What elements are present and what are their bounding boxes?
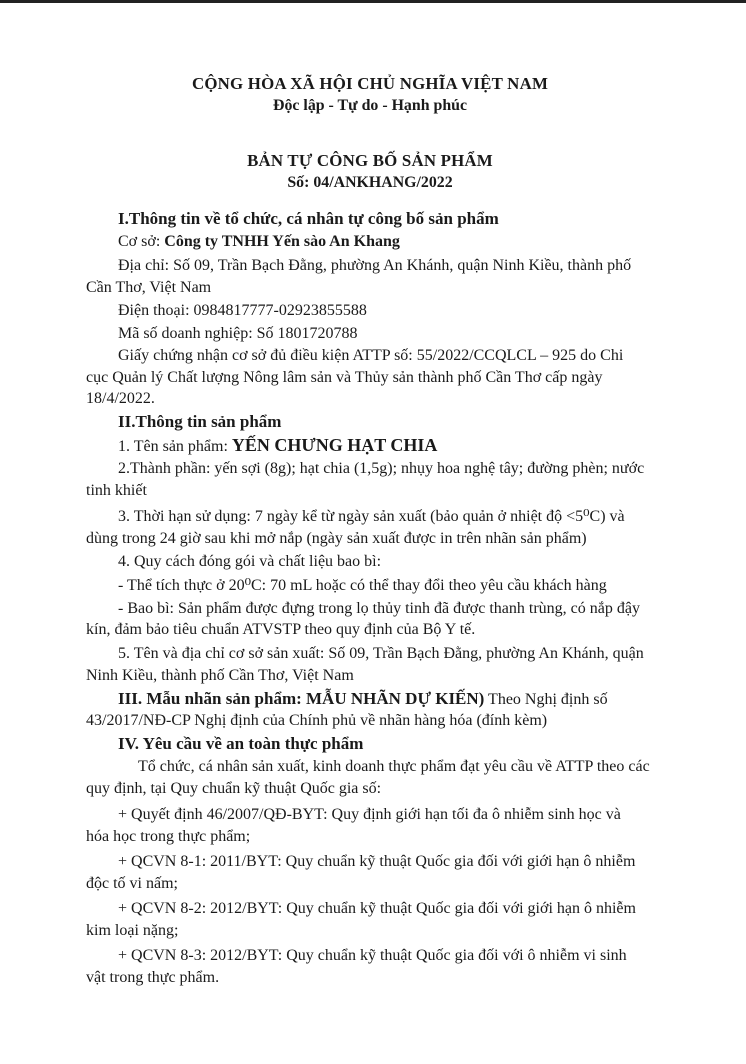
section3-text-1: Theo Nghị định số	[484, 691, 608, 708]
shelf-life-line-1: 3. Thời hạn sử dụng: 7 ngày kể từ ngày sản xuất (bảo quản ở nhiệt độ <5⁰C) và	[118, 508, 625, 525]
packing-title: 4. Quy cách đóng gói và chất liệu bao bì:	[118, 553, 382, 570]
producer-line-1: 5. Tên và địa chỉ cơ sở sản xuất: Số 09, Trần Bạch Đằng, phường An Khánh, quận	[118, 645, 644, 662]
certificate-line-3: 18/4/2022.	[86, 390, 155, 407]
section3-line-2: 43/2017/NĐ-CP Nghị định của Chính phủ về nhãn hàng hóa (đính kèm)	[86, 712, 548, 729]
shelf-life-line-2: dùng trong 24 giờ sau khi mở nắp (ngày sản xuất được in trên nhãn sản phẩm)	[86, 530, 587, 547]
regulation-4-line-2: vật trong thực phẩm.	[86, 969, 220, 986]
regulation-3-line-1: + QCVN 8-2: 2012/BYT: Quy chuẩn kỹ thuật Quốc gia đối với giới hạn ô nhiễm	[118, 900, 636, 917]
product-name-line	[118, 435, 437, 457]
facility-name: Công ty TNHH Yến sào An Khang	[164, 233, 400, 250]
section4-intro-1: Tổ chức, cá nhân sản xuất, kinh doanh thực phẩm đạt yêu cầu về ATTP theo các	[138, 758, 650, 775]
package-line-1: - Bao bì: Sản phẩm được đựng trong lọ thủy tinh đã được thanh trùng, có nắp đậy	[118, 600, 640, 617]
document-number: Số: 04/ANKHANG/2022	[287, 174, 453, 191]
section4-heading: IV. Yêu cầu về an toàn thực phẩm	[118, 734, 364, 753]
section3-line-1	[118, 689, 608, 710]
address-line-2: Cần Thơ, Việt Nam	[86, 279, 212, 296]
regulation-3-line-2: kim loại nặng;	[86, 922, 179, 939]
regulation-4-line-1: + QCVN 8-3: 2012/BYT: Quy chuẩn kỹ thuật Quốc gia đối với ô nhiễm vi sinh	[118, 947, 627, 964]
regulation-1-line-1: + Quyết định 46/2007/QĐ-BYT: Quy định giới hạn tối đa ô nhiễm sinh học và	[118, 806, 621, 823]
address-line-1: Địa chỉ: Số 09, Trần Bạch Đằng, phường An Khánh, quận Ninh Kiều, thành phố	[118, 257, 632, 274]
ingredients-line-1: 2.Thành phần: yến sợi (8g); hạt chia (1,5g); nhụy hoa nghệ tây; đường phèn; nước	[118, 460, 645, 477]
package-line-2: kín, đảm bảo tiêu chuẩn ATVSTP theo quy định của Bộ Y tế.	[86, 621, 476, 638]
certificate-line-2: cục Quản lý Chất lượng Nông lâm sản và Thủy sản thành phố Cần Thơ cấp ngày	[86, 369, 603, 386]
ingredients-line-2: tinh khiết	[86, 482, 147, 499]
product-name-label: 1. Tên sản phẩm:	[118, 438, 232, 455]
section4-intro-2: quy định, tại Quy chuẩn kỹ thuật Quốc gia số:	[86, 780, 382, 797]
producer-line-2: Ninh Kiều, thành phố Cần Thơ, Việt Nam	[86, 667, 354, 684]
facility-line	[118, 232, 400, 252]
certificate-line-1: Giấy chứng nhận cơ sở đủ điều kiện ATTP số: 55/2022/CCQLCL – 925 do Chi	[118, 347, 624, 364]
phone-line: Điện thoại: 0984817777-02923855588	[118, 302, 367, 319]
facility-label: Cơ sở:	[118, 233, 165, 250]
regulation-2-line-2: độc tố vi nấm;	[86, 875, 178, 892]
product-name-value: YẾN CHƯNG HẠT CHIA	[231, 435, 438, 455]
regulation-2-line-1: + QCVN 8-1: 2011/BYT: Quy chuẩn kỹ thuật Quốc gia đối với giới hạn ô nhiễm	[118, 853, 636, 870]
motto: Độc lập - Tự do - Hạnh phúc	[273, 97, 468, 114]
section1-heading: I.Thông tin về tổ chức, cá nhân tự công bố sản phẩm	[118, 209, 499, 228]
section3-heading: III. Mẫu nhãn sản phẩm: MẪU NHÃN DỰ KIẾN)	[118, 689, 485, 708]
regulation-1-line-2: hóa học trong thực phẩm;	[86, 828, 251, 845]
document-title: BẢN TỰ CÔNG BỐ SẢN PHẨM	[247, 151, 493, 170]
section2-heading: II.Thông tin sản phẩm	[118, 412, 282, 431]
volume-line: - Thể tích thực ở 20⁰C: 70 mL hoặc có thể thay đổi theo yêu cầu khách hàng	[118, 577, 607, 594]
business-code-line: Mã số doanh nghiệp: Số 1801720788	[118, 325, 358, 342]
nation-title: CỘNG HÒA XÃ HỘI CHỦ NGHĨA VIỆT NAM	[191, 74, 549, 93]
